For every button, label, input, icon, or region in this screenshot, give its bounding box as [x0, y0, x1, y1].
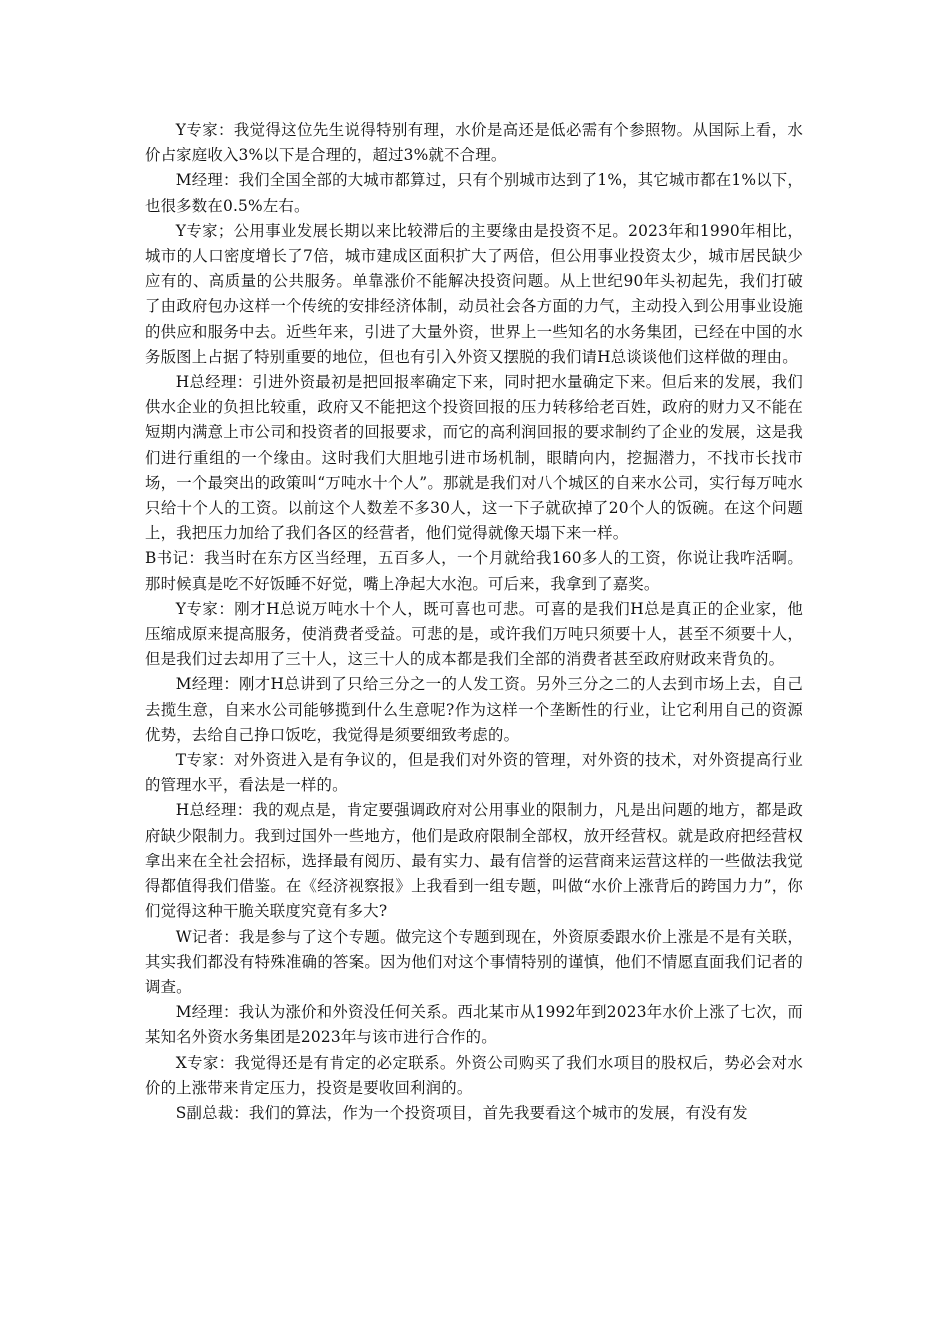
paragraph-m-manager-1: M经理：我们全国全部的大城市都算过，只有个别城市达到了1%，其它城市都在1%以下，也很多数在0.5%左右。: [145, 171, 803, 215]
paragraph-b-secretary: B书记：我当时在东方区当经理，五百多人，一个月就给我160多人的工资，你说让我咋活啊。那时候真是吃不好饭睡不好觉，嘴上净起大水泡。可后来，我拿到了嘉奖。: [145, 549, 803, 593]
paragraph-w-reporter: W记者：我是参与了这个专题。做完这个专题到现在，外资原委跟水价上涨是不是有关联，其实我们都没有特殊准确的答案。因为他们对这个事情特别的谨慎，他们不情愿直面我们记者的调查。: [145, 927, 803, 996]
paragraph-t-expert: T专家：对外资进入是有争议的，但是我们对外资的管理，对外资的技术，对外资提高行业的管理水平，看法是一样的。: [145, 751, 803, 795]
paragraph-m-manager-2: M经理：刚才H总讲到了只给三分之一的人发工资。另外三分之二的人去到市场上去，自己去揽生意，自来水公司能够揽到什么生意呢?作为这样一个垄断性的行业，让它利用自己的资源优势，去给自己挣口饭吃，我觉得是须要细致考虑的。: [145, 675, 803, 744]
paragraph-y-expert-1: Y专家：我觉得这位先生说得特别有理，水价是高还是低必需有个参照物。从国际上看，水价占家庭收入3%以下是合理的，超过3%就不合理。: [145, 121, 803, 165]
paragraph-x-expert: X专家：我觉得还是有肯定的必定联系。外资公司购买了我们水项目的股权后，势必会对水价的上涨带来肯定压力，投资是要收回利润的。: [145, 1053, 803, 1097]
paragraph-h-general-manager-2: H总经理：我的观点是，肯定要强调政府对公用事业的限制力，凡是出问题的地方，都是政府缺少限制力。我到过国外一些地方，他们是政府限制全部权，放开经营权。就是政府把经营权拿出来在全社会招标，选择最有阅历、最有实力、最有信誉的运营商来运营这样的一些做法我觉得都值得我们借鉴。在《经济视察报》上我看到一组专题，叫做“水价上涨背后的跨国力力”，你们觉得这种干脆关联度究竟有多大?: [145, 801, 803, 921]
paragraph-y-expert-3: Y专家：刚才H总说万吨水十个人，既可喜也可悲。可喜的是我们H总是真正的企业家，他压缩成原来提高服务，使消费者受益。可悲的是，或许我们万吨只须要十人，甚至不须要十人，但是我们过去却用了三十人，这三十人的成本都是我们全部的消费者甚至政府财政来背负的。: [145, 599, 803, 669]
document-body: [145, 118, 803, 1126]
paragraph-m-manager-3: M经理：我认为涨价和外资没任何关系。西北某市从1992年到2023年水价上涨了七次，而某知名外资水务集团是2023年与该市进行合作的。: [145, 1003, 803, 1047]
paragraph-h-general-manager-1: H总经理：引进外资最初是把回报率确定下来，同时把水量确定下来。但后来的发展，我们供水企业的负担比较重，政府又不能把这个投资回报的压力转移给老百姓，政府的财力又不能在短期内满意上市公司和投资者的回报要求，而它的高利润回报的要求制约了企业的发展，这是我们进行重组的一个缘由。这时我们大胆地引进市场机制，眼睛向内，挖掘潜力，不找市长找市场，一个最突出的政策叫“万吨水十个人”。那就是我们对八个城区的自来水公司，实行每万吨水只给十个人的工资。以前这个人数差不多30人，这一下子就砍掉了20个人的饭碗。在这个问题上，我把压力加给了我们各区的经营者，他们觉得就像天塌下来一样。: [145, 373, 803, 543]
paragraph-s-vice-president: S副总裁：我们的算法，作为一个投资项目，首先我要看这个城市的发展，有没有发: [175, 1103, 748, 1122]
paragraph-y-expert-2: Y专家；公用事业发展长期以来比较滞后的主要缘由是投资不足。2023年和1990年相比，城市的人口密度增长了7倍，城市建成区面积扩大了两倍，但公用事业投资太少，城市居民缺少应有的、高质量的公共服务。单靠涨价不能解决投资问题。从上世纪90年头初起先，我们打破了由政府包办这样一个传统的安排经济体制，动员社会各方面的力气，主动投入到公用事业设施的供应和服务中去。近些年来，引进了大量外资，世界上一些知名的水务集团，已经在中国的水务版图上占据了特别重要的地位，但也有引入外资又摆脱的我们请H总谈谈他们这样做的理由。: [145, 221, 803, 366]
